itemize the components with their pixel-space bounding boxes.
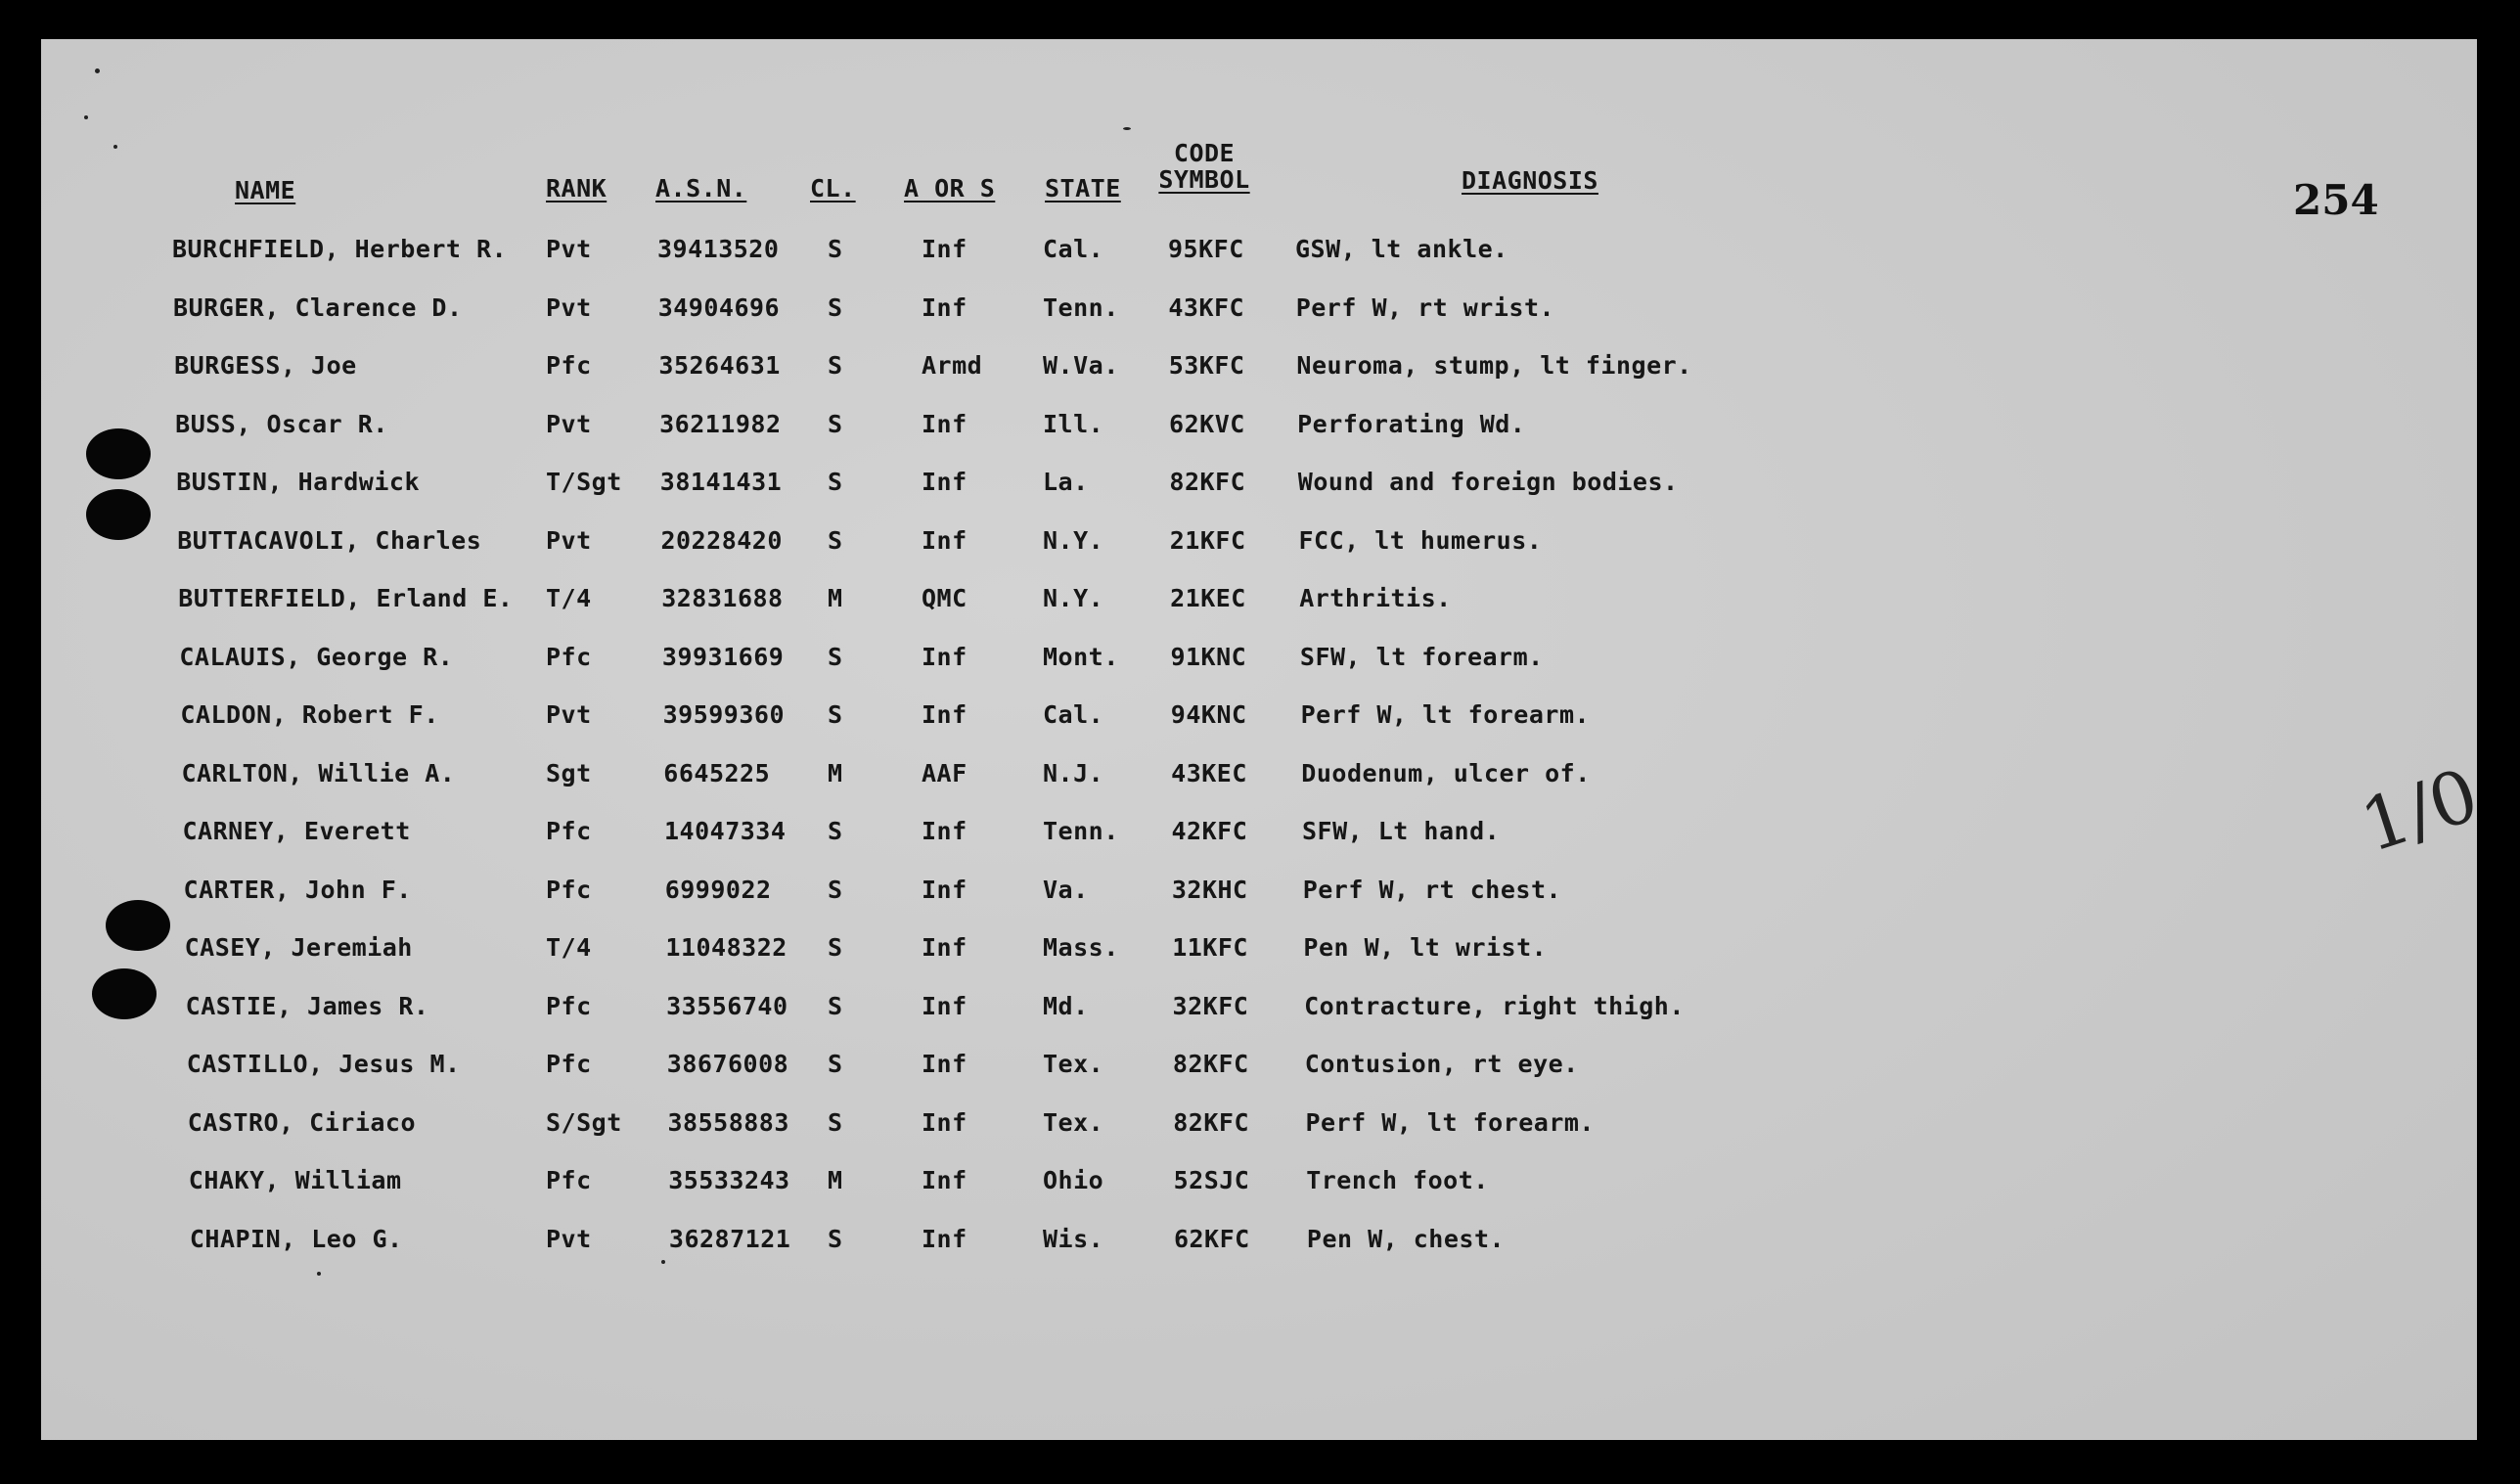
row-code: 82KFC bbox=[1173, 1107, 1250, 1137]
row-rank: T/Sgt bbox=[546, 468, 622, 496]
row-name: CALAUIS, George R. bbox=[179, 642, 454, 671]
row-cl: S bbox=[828, 817, 843, 845]
row-cl: S bbox=[828, 642, 843, 671]
row-asn: 38141431 bbox=[659, 468, 783, 496]
row-diagnosis: Perf W, lt forearm. bbox=[1300, 700, 1591, 729]
row-asn: 38676008 bbox=[666, 1050, 789, 1078]
row-cl: S bbox=[828, 700, 843, 729]
row-a-or-s: Inf bbox=[922, 875, 968, 904]
row-code: 21KFC bbox=[1169, 525, 1246, 555]
row-a-or-s: Inf bbox=[922, 409, 968, 438]
row-diagnosis: Pen W, lt wrist. bbox=[1303, 933, 1548, 962]
row-a-or-s: Inf bbox=[922, 468, 968, 496]
header-cl: CL. bbox=[810, 174, 856, 202]
row-state: Wis. bbox=[1043, 1224, 1104, 1253]
row-a-or-s: Inf bbox=[922, 700, 968, 729]
row-name: CASTRO, Ciriaco bbox=[187, 1107, 417, 1137]
header-asn: A.S.N. bbox=[655, 174, 747, 202]
row-name: CASTIE, James R. bbox=[185, 991, 429, 1020]
row-cl: M bbox=[828, 758, 843, 787]
row-diagnosis: Contracture, right thigh. bbox=[1304, 991, 1685, 1020]
row-cl: M bbox=[828, 1166, 843, 1194]
row-state: N.Y. bbox=[1043, 525, 1104, 555]
row-state: Tenn. bbox=[1043, 817, 1119, 845]
header-rank: RANK bbox=[546, 174, 608, 202]
row-diagnosis: Arthritis. bbox=[1299, 584, 1452, 612]
row-a-or-s: Inf bbox=[922, 933, 968, 962]
row-rank: Pvt bbox=[546, 700, 592, 729]
row-a-or-s: AAF bbox=[922, 758, 968, 787]
row-name: BURCHFIELD, Herbert R. bbox=[172, 235, 508, 263]
row-rank: T/4 bbox=[546, 584, 592, 612]
row-a-or-s: Inf bbox=[922, 1050, 968, 1078]
row-code: 82KFC bbox=[1169, 468, 1246, 496]
row-rank: Pfc bbox=[546, 991, 592, 1020]
row-asn: 11048322 bbox=[665, 933, 788, 962]
punch-hole bbox=[86, 428, 151, 479]
row-state: Mont. bbox=[1043, 642, 1119, 671]
row-name: CARLTON, Willie A. bbox=[181, 758, 456, 787]
row-code: 52SJC bbox=[1173, 1166, 1250, 1194]
row-rank: Pfc bbox=[546, 1166, 592, 1194]
row-code: 43KFC bbox=[1168, 292, 1245, 322]
header-a-or-s: A OR S bbox=[904, 174, 996, 202]
speck bbox=[1123, 127, 1131, 130]
row-name: CASEY, Jeremiah bbox=[184, 933, 413, 962]
header-code-symbol bbox=[1152, 140, 1256, 193]
row-rank: S/Sgt bbox=[546, 1107, 622, 1137]
row-diagnosis: Perf W, rt chest. bbox=[1302, 875, 1562, 904]
header-symbol: SYMBOL bbox=[1158, 165, 1250, 194]
row-cl: S bbox=[828, 235, 843, 263]
row-diagnosis: Wound and foreign bodies. bbox=[1297, 468, 1679, 496]
row-asn: 39931669 bbox=[661, 642, 785, 671]
row-cl: S bbox=[828, 292, 843, 322]
row-cl: M bbox=[828, 584, 843, 612]
record-card bbox=[41, 39, 2489, 1440]
row-cl: S bbox=[828, 933, 843, 962]
row-rank: Pfc bbox=[546, 351, 592, 380]
row-diagnosis: Perf W, rt wrist. bbox=[1295, 292, 1555, 322]
row-state: Tex. bbox=[1043, 1050, 1104, 1078]
punch-hole bbox=[86, 489, 151, 540]
row-cl: S bbox=[828, 468, 843, 496]
handwritten-note: 1/0 bbox=[2351, 752, 2489, 870]
row-asn: 36211982 bbox=[659, 409, 782, 438]
row-state: N.J. bbox=[1043, 758, 1104, 787]
row-rank: Pfc bbox=[546, 642, 592, 671]
row-name: BURGER, Clarence D. bbox=[173, 292, 463, 322]
header-state: STATE bbox=[1045, 174, 1121, 202]
row-rank: Pfc bbox=[546, 1050, 592, 1078]
row-code: 42KFC bbox=[1171, 817, 1248, 845]
row-rank: Pfc bbox=[546, 875, 592, 904]
row-state: Tex. bbox=[1043, 1107, 1104, 1137]
row-name: BUTTACAVOLI, Charles bbox=[177, 525, 482, 555]
row-cl: S bbox=[828, 351, 843, 380]
row-rank: T/4 bbox=[546, 933, 592, 962]
row-asn: 32831688 bbox=[661, 584, 784, 612]
row-diagnosis: Perforating Wd. bbox=[1297, 409, 1526, 438]
row-name: BUTTERFIELD, Erland E. bbox=[178, 584, 514, 612]
speck bbox=[95, 68, 100, 73]
row-diagnosis: Neuroma, stump, lt finger. bbox=[1296, 351, 1692, 380]
header-diagnosis: DIAGNOSIS bbox=[1462, 166, 1598, 195]
row-cl: S bbox=[828, 1224, 843, 1253]
page-number: 254 bbox=[2293, 176, 2379, 224]
row-code: 62KFC bbox=[1173, 1224, 1250, 1253]
speck bbox=[317, 1272, 321, 1276]
row-asn: 14047334 bbox=[664, 817, 787, 845]
row-name: CHAKY, William bbox=[188, 1166, 402, 1194]
row-cl: S bbox=[828, 875, 843, 904]
row-asn: 39413520 bbox=[657, 235, 780, 263]
punch-hole bbox=[106, 900, 170, 951]
row-name: BUSTIN, Hardwick bbox=[176, 468, 421, 496]
row-asn: 6999022 bbox=[664, 875, 772, 904]
row-asn: 39599360 bbox=[662, 700, 786, 729]
row-diagnosis: SFW, lt forearm. bbox=[1299, 642, 1544, 671]
row-state: Va. bbox=[1043, 875, 1089, 904]
row-a-or-s: Inf bbox=[922, 642, 968, 671]
row-cl: S bbox=[828, 409, 843, 438]
row-code: 32KFC bbox=[1172, 991, 1249, 1020]
row-state: La. bbox=[1043, 468, 1089, 496]
row-asn: 33556740 bbox=[666, 991, 788, 1020]
row-asn: 38558883 bbox=[667, 1107, 789, 1137]
row-a-or-s: Inf bbox=[922, 817, 968, 845]
row-diagnosis: FCC, lt humerus. bbox=[1298, 525, 1543, 555]
header-name: NAME bbox=[235, 176, 296, 204]
row-code: 32KHC bbox=[1171, 875, 1248, 904]
row-rank: Pvt bbox=[546, 409, 592, 438]
row-code: 95KFC bbox=[1168, 235, 1244, 263]
row-diagnosis: GSW, lt ankle. bbox=[1295, 235, 1508, 263]
row-asn: 34904696 bbox=[657, 292, 781, 322]
speck bbox=[113, 145, 117, 149]
row-code: 62KVC bbox=[1169, 409, 1245, 438]
row-cl: S bbox=[828, 1107, 843, 1137]
row-code: 91KNC bbox=[1170, 642, 1247, 671]
row-cl: S bbox=[828, 1050, 843, 1078]
speck bbox=[661, 1260, 665, 1264]
row-state: Cal. bbox=[1043, 235, 1104, 263]
row-asn: 36287121 bbox=[668, 1224, 791, 1253]
punch-hole bbox=[92, 968, 157, 1019]
row-code: 53KFC bbox=[1168, 351, 1245, 380]
row-name: BUSS, Oscar R. bbox=[175, 409, 388, 438]
row-code: 43KEC bbox=[1171, 758, 1247, 787]
row-state: Ohio bbox=[1043, 1166, 1104, 1194]
row-state: W.Va. bbox=[1043, 351, 1119, 380]
row-cl: S bbox=[828, 525, 843, 555]
row-a-or-s: Inf bbox=[922, 991, 968, 1020]
row-diagnosis: Trench foot. bbox=[1306, 1166, 1489, 1194]
row-a-or-s: Inf bbox=[922, 235, 968, 263]
row-asn: 6645225 bbox=[663, 758, 771, 787]
row-rank: Pvt bbox=[546, 292, 592, 322]
row-code: 21KEC bbox=[1170, 584, 1246, 612]
row-rank: Sgt bbox=[546, 758, 592, 787]
row-a-or-s: Inf bbox=[922, 525, 968, 555]
row-diagnosis: Duodenum, ulcer of. bbox=[1301, 758, 1591, 787]
row-asn: 35533243 bbox=[668, 1166, 790, 1194]
row-state: Ill. bbox=[1043, 409, 1104, 438]
row-rank: Pvt bbox=[546, 525, 592, 555]
row-name: CARNEY, Everett bbox=[182, 817, 411, 845]
row-code: 94KNC bbox=[1170, 700, 1247, 729]
row-rank: Pvt bbox=[546, 235, 592, 263]
row-a-or-s: Armd bbox=[922, 351, 983, 380]
row-name: CHAPIN, Leo G. bbox=[189, 1224, 403, 1253]
row-name: CALDON, Robert F. bbox=[180, 700, 439, 729]
row-asn: 20228420 bbox=[660, 525, 783, 555]
row-name: CARTER, John F. bbox=[183, 875, 412, 904]
row-a-or-s: Inf bbox=[922, 1166, 968, 1194]
row-diagnosis: Perf W, lt forearm. bbox=[1305, 1107, 1595, 1137]
row-name: BURGESS, Joe bbox=[174, 351, 357, 380]
row-rank: Pvt bbox=[546, 1224, 592, 1253]
row-state: Md. bbox=[1043, 991, 1089, 1020]
row-diagnosis: Pen W, chest. bbox=[1306, 1224, 1506, 1253]
row-name: CASTILLO, Jesus M. bbox=[186, 1050, 461, 1078]
row-a-or-s: Inf bbox=[922, 1224, 968, 1253]
row-diagnosis: Contusion, rt eye. bbox=[1304, 1050, 1579, 1078]
row-state: Tenn. bbox=[1043, 292, 1119, 322]
speck bbox=[84, 115, 88, 119]
row-a-or-s: QMC bbox=[922, 584, 968, 612]
row-asn: 35264631 bbox=[658, 351, 781, 380]
row-a-or-s: Inf bbox=[922, 1107, 968, 1137]
row-state: N.Y. bbox=[1043, 584, 1104, 612]
row-a-or-s: Inf bbox=[922, 292, 968, 322]
row-cl: S bbox=[828, 991, 843, 1020]
row-rank: Pfc bbox=[546, 817, 592, 845]
header-code: CODE bbox=[1173, 139, 1236, 167]
row-state: Mass. bbox=[1043, 933, 1119, 962]
row-state: Cal. bbox=[1043, 700, 1104, 729]
row-diagnosis: SFW, Lt hand. bbox=[1302, 817, 1501, 845]
row-code: 82KFC bbox=[1172, 1050, 1249, 1078]
row-code: 11KFC bbox=[1172, 933, 1248, 962]
